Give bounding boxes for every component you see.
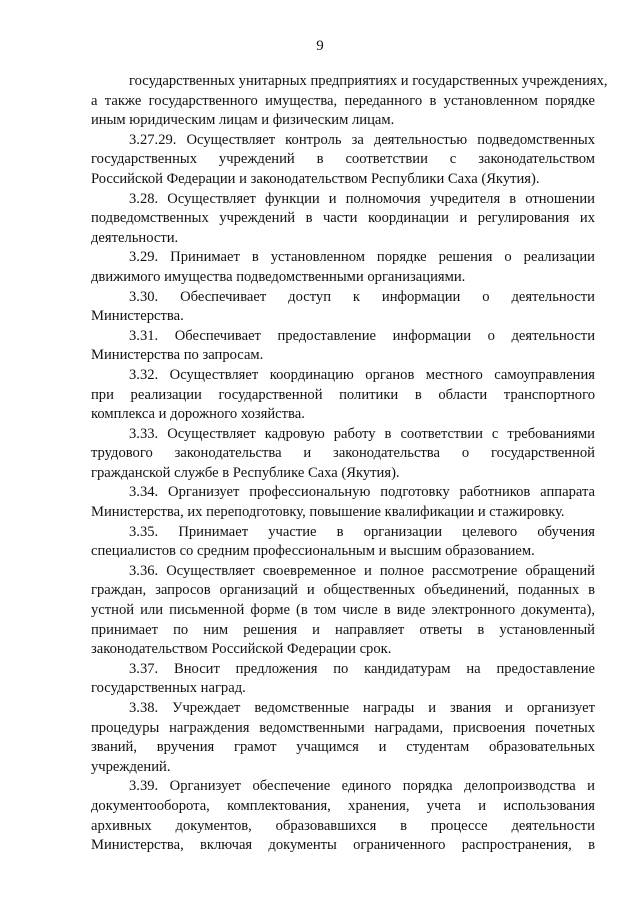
- paragraph: [91, 327, 595, 366]
- paragraph-first-line: 3.28. Осуществляет функции и полномочия учредителя в отношении: [129, 190, 595, 207]
- paragraph-first-line: 3.34. Организует профессиональную подготовку работников аппарата: [129, 484, 595, 501]
- paragraph-first-line: государственных унитарных предприятиях и государственных учреждениях,: [129, 73, 608, 89]
- paragraph-line: государственных учреждений в соответствии с законодательством: [91, 151, 595, 168]
- paragraph-line: при реализации государственной политики в области транспортного: [91, 386, 595, 403]
- paragraph: [91, 366, 595, 425]
- paragraph: [91, 72, 608, 131]
- paragraph-line: иным юридическим лицам и физическим лицам.: [91, 112, 395, 129]
- paragraph-line: документооборота, комплектования, хранения, учета и использования: [91, 797, 595, 814]
- paragraph: [91, 288, 595, 327]
- paragraph-line: Министерства, их переподготовку, повышение квалификации и стажировку.: [91, 504, 565, 521]
- paragraph: [91, 777, 595, 855]
- paragraph: [91, 562, 595, 660]
- page-number: 9: [316, 38, 324, 54]
- paragraph-line: архивных документов, образовавшихся в процессе деятельности: [91, 817, 595, 834]
- paragraph-line: подведомственных учреждений в части координации и регулирования их: [91, 210, 595, 227]
- paragraph-line: трудового законодательства и законодательства о государственной: [91, 445, 595, 462]
- paragraph: [91, 523, 595, 562]
- paragraph: [91, 425, 595, 484]
- paragraph-line: граждан, запросов организаций и общественных объединений, поданных в: [91, 582, 595, 599]
- paragraph-line: государственных наград.: [91, 680, 246, 697]
- paragraph-line: а также государственного имущества, переданного в установленном порядке: [91, 92, 595, 109]
- paragraph-line: законодательством Российской Федерации срок.: [91, 641, 392, 658]
- paragraph: [91, 248, 595, 287]
- document-body: [91, 72, 608, 856]
- paragraph-first-line: 3.36. Осуществляет своевременное и полное рассмотрение обращений: [129, 562, 595, 579]
- paragraph: [91, 190, 595, 249]
- paragraph-line: Российской Федерации и законодательством Республики Саха (Якутия).: [91, 170, 540, 187]
- paragraph-line: Министерства, включая документы ограниченного распространения, в: [91, 837, 595, 854]
- paragraph-first-line: 3.29. Принимает в установленном порядке решения о реализации: [129, 249, 595, 266]
- paragraph-line: комплекса и дорожного хозяйства.: [91, 406, 305, 423]
- paragraph-line: процедуры награждения ведомственными наградами, присвоения почетных: [91, 719, 595, 736]
- paragraph: [91, 699, 595, 777]
- paragraph-first-line: 3.38. Учреждает ведомственные награды и звания и организует: [129, 700, 595, 716]
- paragraph-first-line: 3.33. Осуществляет кадровую работу в соответствии с требованиями: [129, 425, 595, 442]
- paragraph-line: Министерства.: [91, 308, 184, 325]
- paragraph-line: гражданской службе в Республике Саха (Якутия).: [91, 464, 400, 481]
- paragraph: [91, 483, 595, 522]
- paragraph: [91, 131, 595, 190]
- paragraph-line: учреждений.: [91, 758, 171, 775]
- paragraph-first-line: 3.32. Осуществляет координацию органов местного самоуправления: [129, 366, 595, 383]
- paragraph-line: деятельности.: [91, 229, 179, 246]
- paragraph-line: принимает по ним решения и направляет ответы в установленный: [91, 621, 595, 638]
- paragraph: [91, 660, 595, 699]
- paragraph-line: Министерства по запросам.: [91, 347, 264, 364]
- paragraph-first-line: 3.35. Принимает участие в организации целевого обучения: [129, 523, 595, 540]
- paragraph-first-line: 3.27.29. Осуществляет контроль за деятельностью подведомственных: [129, 131, 595, 148]
- paragraph-first-line: 3.39. Организует обеспечение единого порядка делопроизводства и: [129, 778, 595, 795]
- paragraph-line: движимого имущества подведомственными организациями.: [91, 268, 466, 285]
- paragraph-first-line: 3.37. Вносит предложения по кандидатурам на предоставление: [129, 660, 595, 677]
- paragraph-line: специалистов со средним профессиональным и высшим образованием.: [91, 543, 535, 560]
- paragraph-line: званий, вручения грамот учащимся и студентам образовательных: [91, 739, 595, 756]
- paragraph-line: устной или письменной форме (в том числе в виде электронного документа),: [91, 602, 595, 619]
- paragraph-first-line: 3.31. Обеспечивает предоставление информации о деятельности: [129, 327, 595, 344]
- paragraph-first-line: 3.30. Обеспечивает доступ к информации о деятельности: [129, 288, 595, 305]
